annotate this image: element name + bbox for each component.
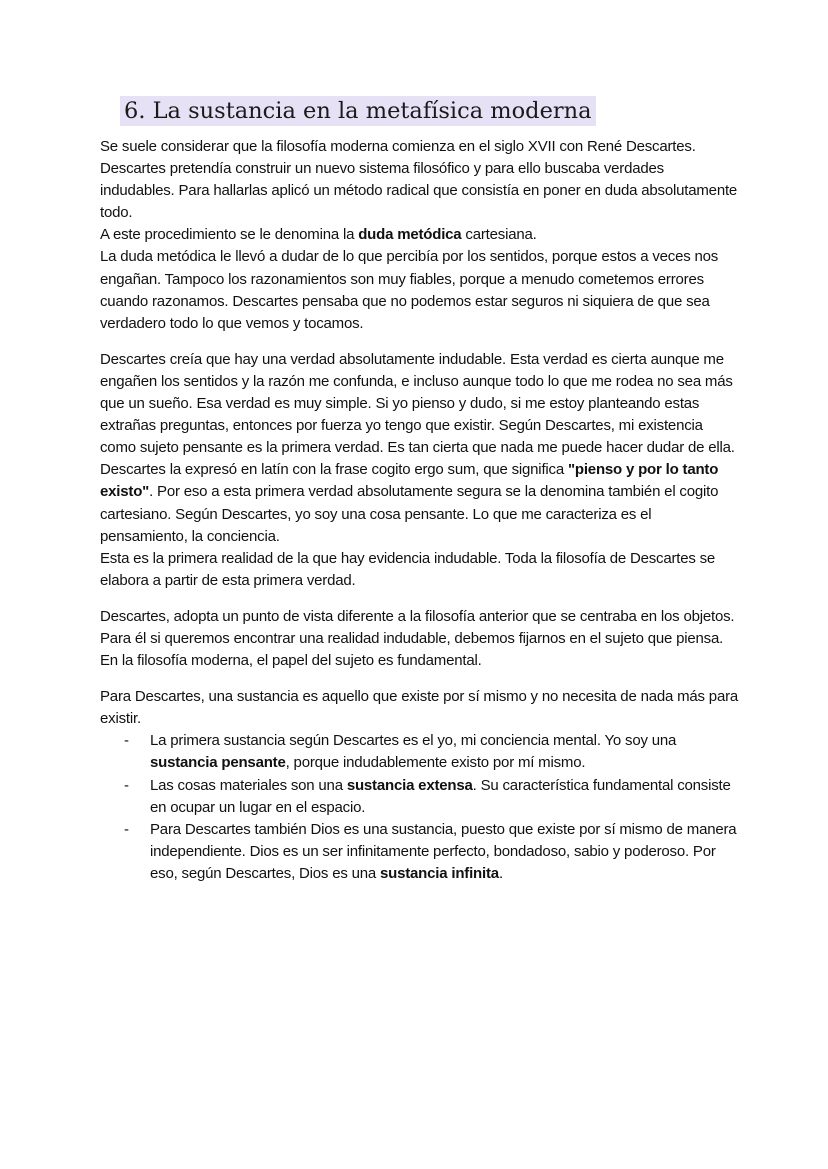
text-span: Las cosas materiales son una <box>150 776 347 794</box>
bold-term: sustancia infinita <box>380 864 499 882</box>
paragraph-verdad-indudable: Descartes creía que hay una verdad absolutamente indudable. Esta verdad es cierta aunque me engañen los sentidos y la razón me confunda, e incluso aunque todo lo que me rodea no sea más que un sueño. Esa verdad es muy simple. Si yo pienso y dudo, si me estoy planteando estas extrañas preguntas, entonces por fuerza yo tengo que existir. Según Descartes, mi existencia como sujeto pensante es la primera verdad. Es tan cierta que nada me puede hacer dudar de ella. <box>100 350 735 457</box>
text-span: cartesiana. <box>461 226 537 244</box>
bold-term: sustancia extensa <box>346 776 473 794</box>
list-dash: - <box>124 732 129 750</box>
text-span: Descartes la expresó en latín con la frase cogito ergo sum, que significa <box>100 461 568 479</box>
text-span: Para Descartes también Dios es una sustancia, puesto que existe por sí mismo de manera independiente. Dios es un ser infinitamente perfecto, bondadoso, sabio y poderoso. Por eso, según Descartes, Dios es una <box>150 820 737 882</box>
sustancias-list <box>100 730 740 885</box>
paragraph-intro: Se suele considerar que la filosofía moderna comienza en el siglo XVII con René Descartes. Descartes pretendía construir un nuevo sistema filosófico y para ello buscaba verdades indudables. Para hallarlas aplicó un método radical que consistía en poner en duda absolutamente todo. <box>100 138 738 222</box>
paragraph-definicion-sustancia: Para Descartes, una sustancia es aquello que existe por sí mismo y no necesita de nada más para existir. <box>100 688 739 728</box>
text-span: . Su característica fundamental consiste en ocupar un lugar en el espacio. <box>150 776 731 816</box>
list-item <box>100 730 740 774</box>
paragraph-sujeto: Descartes, adopta un punto de vista diferente a la filosofía anterior que se centraba en los objetos. Para él si queremos encontrar una realidad indudable, debemos fijarnos en el sujeto que piensa. En la filosofía moderna, el papel del sujeto es fundamental. <box>100 607 735 670</box>
paragraph-duda-metodica <box>100 224 740 246</box>
section-heading: 6. La sustancia en la metafísica moderna <box>120 96 596 126</box>
list-dash: - <box>124 776 129 794</box>
paragraph-gap <box>100 592 740 606</box>
list-dash: - <box>124 820 129 838</box>
paragraph-primera-realidad: Esta es la primera realidad de la que hay evidencia indudable. Toda la filosofía de Descartes se elabora a partir de esta primera verdad. <box>100 549 716 589</box>
text-span: La primera sustancia según Descartes es el yo, mi conciencia mental. Yo soy una <box>150 732 677 750</box>
list-item <box>100 819 740 885</box>
paragraph-cogito <box>100 459 740 547</box>
text-span: , porque indudablemente existo por mí mismo. <box>285 754 586 772</box>
text-span: . <box>498 864 503 882</box>
bold-term: sustancia pensante <box>150 754 286 772</box>
document-body <box>100 136 740 885</box>
text-span: . Por eso a esta primera verdad absolutamente segura se la denomina también el cogito cartesiano. Según Descartes, yo soy una cosa pensante. Lo que me caracteriza es el pensamiento, la conciencia. <box>100 483 719 545</box>
paragraph-sentidos: La duda metódica le llevó a dudar de lo que percibía por los sentidos, porque estos a veces nos engañan. Tampoco los razonamientos son muy fiables, porque a menudo cometemos errores cuando razonamos. Descartes pensaba que no podemos estar seguros ni siquiera de que sea verdadero todo lo que vemos y tocamos. <box>100 248 719 332</box>
paragraph-gap <box>100 335 740 349</box>
text-span: A este procedimiento se le denomina la <box>100 226 359 244</box>
bold-term: "pienso y por lo tanto existo" <box>100 461 719 501</box>
list-item <box>100 775 740 819</box>
paragraph-gap <box>100 672 740 686</box>
bold-term: duda metódica <box>358 226 462 244</box>
